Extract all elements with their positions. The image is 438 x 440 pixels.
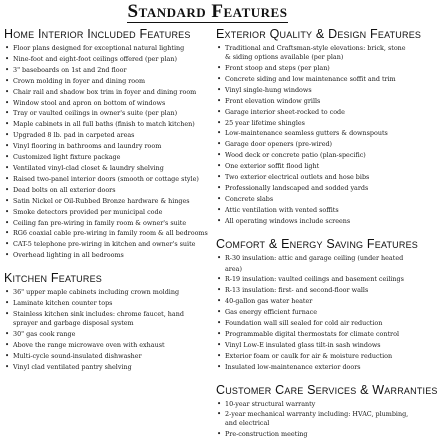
list-item: • Front elevation window grills — [216, 96, 412, 107]
list-item: • R-13 insulation: first- and second-floor walls — [216, 285, 412, 296]
section-heading: Customer Care Services & Warranties — [216, 382, 438, 397]
list-item: • Above the range microwave oven with exhaust — [4, 340, 208, 351]
list-item: • Vinyl flooring in bathrooms and laundry room — [4, 141, 208, 152]
list-item: • 36" upper maple cabinets including crown molding — [4, 287, 208, 298]
list-item: • Gas energy efficient furnace — [216, 307, 412, 318]
list-item: • 10-year structural warranty — [216, 399, 412, 410]
section-heading: Kitchen Features — [4, 271, 102, 286]
list-item: • 30" gas cook range — [4, 329, 208, 340]
list-item: • Front stoop and steps (per plan) — [216, 63, 412, 74]
home-interior-section — [4, 27, 208, 261]
list-item: • CAT-5 telephone pre-wiring in kitchen and owner's suite — [4, 239, 208, 250]
list-item: • Ceiling fan pre-wiring in family room & owner's suite — [4, 218, 208, 229]
exterior-section — [216, 27, 422, 227]
list-item: • Maple cabinets in all full baths (finish to match kitchen) — [4, 119, 208, 130]
list-item: • Garage interior sheet-rocked to code — [216, 107, 412, 118]
list-item: • Raised two-panel interior doors (smooth or cottage style) — [4, 174, 208, 185]
list-item: • Satin Nickel or Oil-Rubbed Bronze hardware & hinges — [4, 196, 208, 207]
right-column — [216, 27, 438, 440]
feature-list — [216, 253, 412, 373]
list-item: • Tray or vaulted ceilings in owner's suite (per plan) — [4, 108, 208, 119]
list-item: • Multi-cycle sound-insulated dishwasher — [4, 351, 208, 362]
feature-list — [4, 287, 208, 372]
list-item: • Concrete siding and low maintenance soffit and trim — [216, 74, 412, 85]
list-item: • Insulated low-maintenance exterior doors — [216, 362, 412, 373]
list-item: • Attic ventilation with vented soffits — [216, 205, 412, 216]
list-item: • Traditional and Craftsman-style elevations: brick, stone & siding options available (per plan) — [216, 43, 412, 63]
list-item: • Two exterior electrical outlets and hose bibs — [216, 172, 412, 183]
list-item: • Chair rail and shadow box trim in foyer and dining room — [4, 87, 208, 98]
list-item: • Window stool and apron on bottom of windows — [4, 98, 208, 109]
list-item: • Nine-foot and eight-foot ceilings offered (per plan) — [4, 54, 208, 65]
list-item: • Programmable digital thermostats for climate control — [216, 329, 412, 340]
list-item: • RG6 coaxial cable pre-wiring in family room & all bedrooms — [4, 228, 208, 239]
section-heading: Exterior Quality & Design Features — [216, 27, 422, 41]
feature-list — [216, 399, 412, 440]
list-item: • Low-maintenance seamless gutters & downspouts — [216, 128, 412, 139]
list-item: • Professionally landscaped and sodded yards — [216, 183, 412, 194]
list-item: • 40-gallon gas water heater — [216, 296, 412, 307]
list-item: • One exterior soffit flood light — [216, 161, 412, 172]
section-heading: Comfort & Energy Saving Features — [216, 236, 418, 251]
list-item: • Vinyl Low-E insulated glass tilt-in sash windows — [216, 340, 412, 351]
list-item: • Smoke detectors provided per municipal code — [4, 207, 208, 218]
page-title: Standard Features — [127, 1, 288, 22]
list-item: • Foundation wall sill sealed for cold air reduction — [216, 318, 412, 329]
list-item: • Floor plans designed for exceptional natural lighting — [4, 43, 208, 54]
list-item: • Concrete slabs — [216, 194, 412, 205]
list-item: • Customized light fixture package — [4, 152, 208, 163]
list-item: • R-30 insulation: attic and garage ceiling (under heated area) — [216, 253, 412, 275]
list-item: • Dead bolts on all exterior doors — [4, 185, 208, 196]
list-item: • Garage door openers (pre-wired) — [216, 139, 412, 150]
customer-care-section — [216, 382, 438, 440]
kitchen-section — [4, 271, 208, 372]
list-item: • Laminate kitchen counter tops — [4, 298, 208, 309]
list-item: • R-19 insulation: vaulted ceilings and basement ceilings — [216, 274, 412, 285]
left-column — [4, 27, 208, 373]
list-item: • Exterior foam or caulk for air & moisture reduction — [216, 351, 412, 362]
list-item: • Pre-construction meeting — [216, 429, 412, 440]
list-item: • Crown molding in foyer and dining room — [4, 76, 208, 87]
energy-section — [216, 236, 418, 373]
list-item: • 3" baseboards on 1st and 2nd floor — [4, 65, 208, 76]
list-item: • Overhead lighting in all bedrooms — [4, 250, 208, 261]
list-item: • Wood deck or concrete patio (plan-specific) — [216, 150, 412, 161]
list-item: • Ventilated vinyl-clad closet & laundry shelving — [4, 163, 208, 174]
feature-list — [4, 43, 208, 261]
list-item: • Vinyl clad ventilated pantry shelving — [4, 362, 208, 373]
list-item: • Stainless kitchen sink includes: chrome faucet, hand sprayer and garbage disposal system — [4, 309, 208, 329]
list-item: • 2-year mechanical warranty including: HVAC, plumbing, and electrical — [216, 409, 412, 429]
section-heading: Home Interior Included Features — [4, 27, 191, 41]
list-item: • Vinyl single-hung windows — [216, 85, 412, 96]
list-item: • All operating windows include screens — [216, 216, 412, 227]
list-item: • Upgraded 8 lb. pad in carpeted areas — [4, 130, 208, 141]
list-item: • 25 year lifetime shingles — [216, 118, 412, 129]
feature-list — [216, 43, 412, 227]
